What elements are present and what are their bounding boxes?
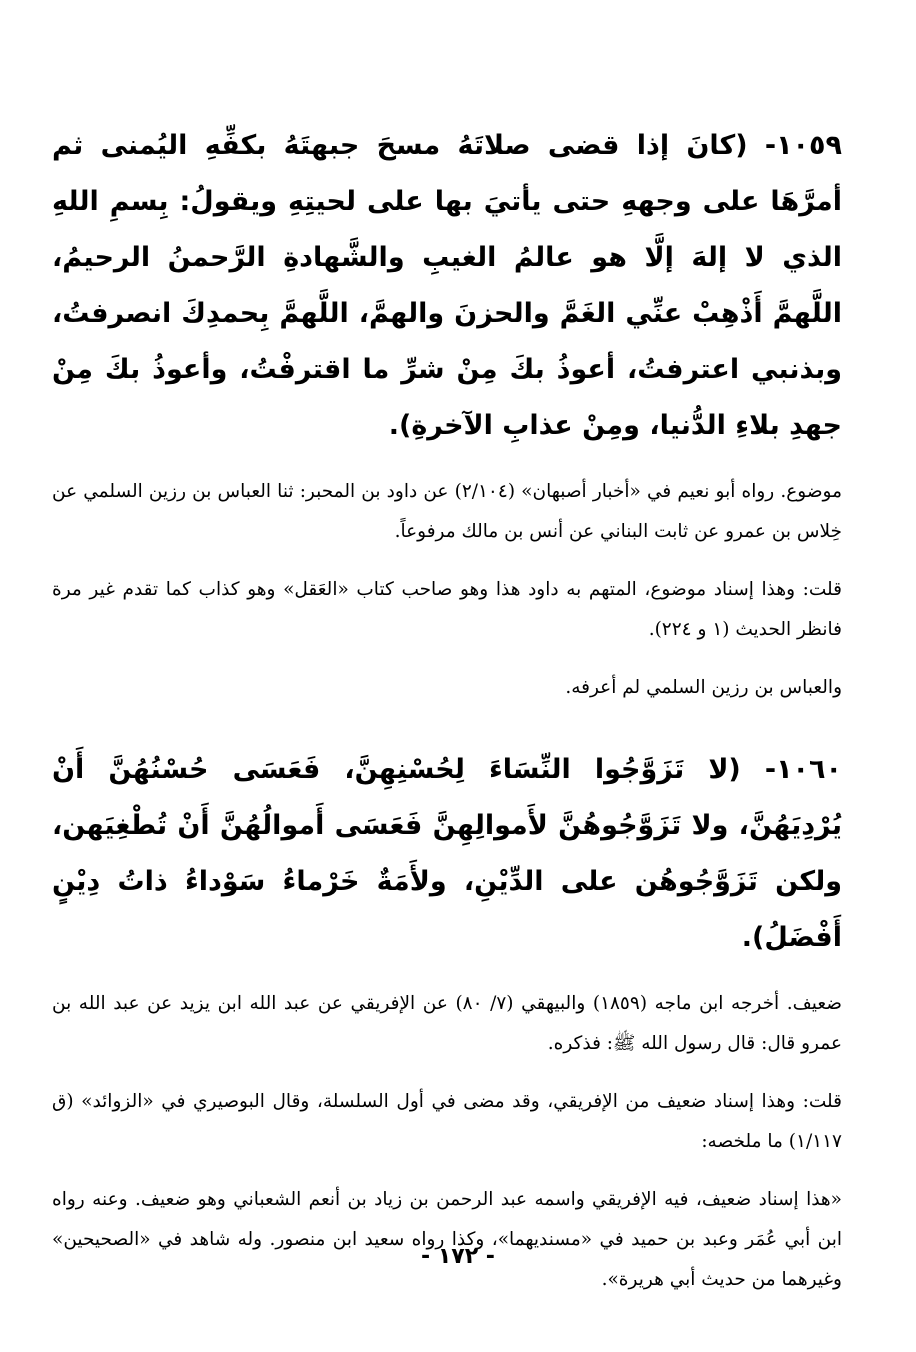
hadith-1059-text: ١٠٥٩- (كانَ إذا قضى صلاتَهُ مسحَ جبهتَهُ بكفِّهِ اليُمنى ثم أمرَّهَا على وجههِ حتى يأتيَ بها على لحيتِهِ ويقولُ: بِسمِ اللهِ الذي لا إلهَ إلَّا هو عالمُ الغيبِ والشَّهادةِ الرَّحمنُ الرحيمُ، اللَّهمَّ أَذْهِبْ عنِّي الغَمَّ والحزنَ والهمَّ، اللَّهمَّ بِحمدِكَ انصرفتُ، وبذنبي اعترفتُ، أعوذُ بكَ مِنْ شرِّ ما اقترفْتُ، وأعوذُ بكَ مِنْ جهدِ بلاءِ الدُّنيا، ومِنْ عذابِ الآخرةِ). (52, 130, 842, 441)
hadith-1059-grading: موضوع. رواه أبو نعيم في «أخبار أصبهان» (٢/١٠٤) عن داود بن المحبر: ثنا العباس بن رزين السلمي عن خِلاس بن عمرو عن ثابت البناني عن أنس بن مالك مرفوعاً. (52, 481, 842, 542)
page-number: - ١٧٢ - (421, 1244, 495, 1269)
hadith-1060-grading: ضعيف. أخرجه ابن ماجه (١٨٥٩) والبيهقي (٧/ ٨٠) عن الإفريقي عن عبد الله ابن يزيد عن عبد الله بن عمرو قال: قال رسول الله ﷺ: فذكره. (52, 993, 842, 1054)
page-body (52, 118, 842, 1300)
hadith-1059-commentary: قلت: وهذا إسناد موضوع، المتهم به داود هذا وهو صاحب كتاب «العَقل» وهو كذاب كما تقدم غير مرة فانظر الحديث (١ و ٢٢٤). (52, 579, 842, 640)
hadith-1059-narrator-note: والعباس بن رزين السلمي لم أعرفه. (565, 677, 842, 698)
hadith-1060-quote: «هذا إسناد ضعيف، فيه الإفريقي واسمه عبد الرحمن بن زياد بن أنعم الشعباني وهو ضعيف. وعنه رواه ابن أبي عُمَر وعبد بن حميد في «مسنديهما»، وكذا رواه سعيد ابن منصور. وله شاهد في «الصحيحين» وغيرهما من حديث أبي هريرة». (52, 1189, 842, 1290)
hadith-1060-text: ١٠٦٠- (لا تَزَوَّجُوا النِّسَاءَ لِحُسْنِهِنَّ، فَعَسَى حُسْنُهُنَّ أَنْ يُرْدِيَهُنَّ، ولا تَزَوَّجُوهُنَّ لأَموالِهِنَّ فَعَسَى أَموالُهُنَّ أَنْ تُطْغِيَهن، ولكن تَزَوَّجُوهُن على الدِّيْنِ، ولأَمَةٌ خَرْماءُ سَوْداءُ ذاتُ دِيْنٍ أَفْضَلُ). (52, 754, 842, 953)
hadith-1060-commentary: قلت: وهذا إسناد ضعيف من الإفريقي، وقد مضى في أول السلسلة، وقال البوصيري في «الزوائد» (ق ١/١١٧) ما ملخصه: (52, 1091, 842, 1152)
